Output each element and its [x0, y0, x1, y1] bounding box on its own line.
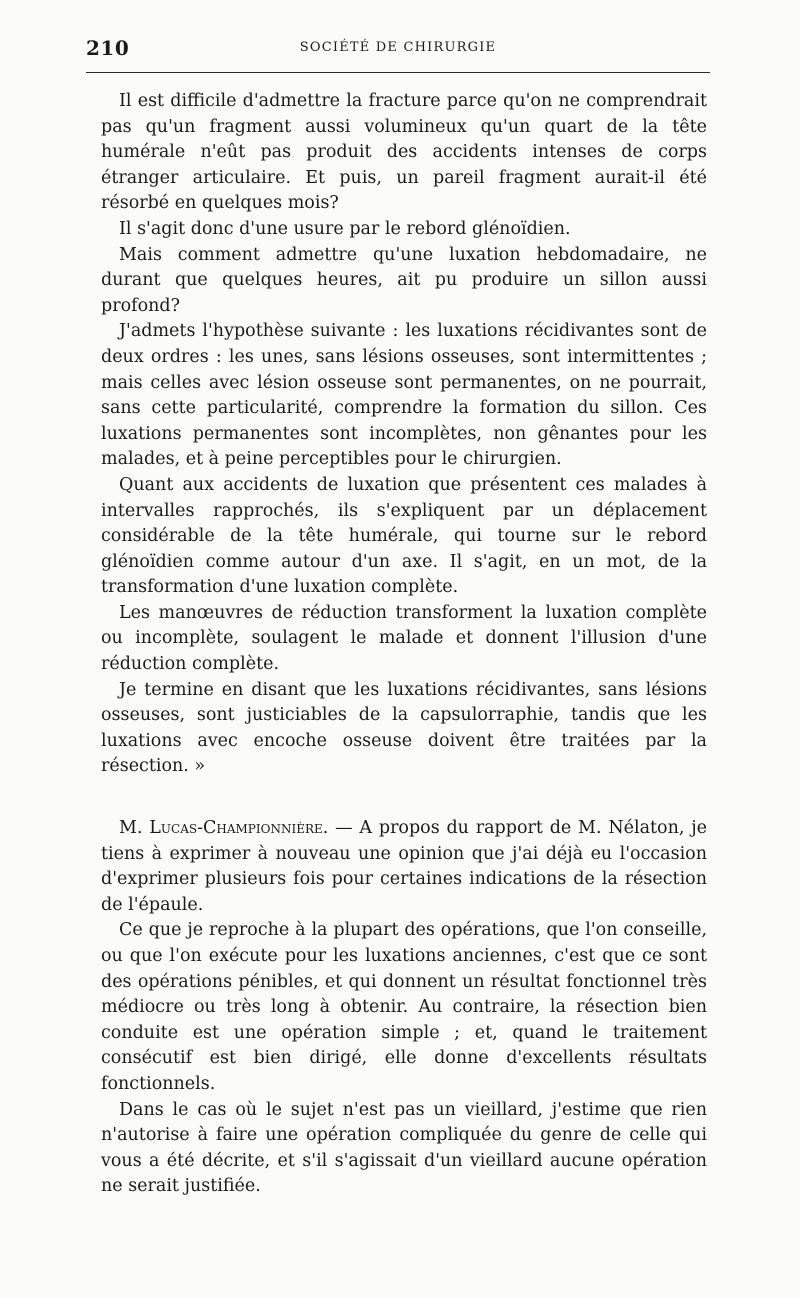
- speaker-remarks: — A propos du rapport de M. Nélaton, je tiens à exprimer à nouveau une opinion que j'ai déjà eu l'occasion d'exprimer plusieurs fois pour certaines indications de la résection de l'épaule.: [101, 818, 708, 915]
- paragraph: Quant aux accidents de luxation que présentent ces malades à intervalles rapprochés, ils s'expliquent par un déplacement considérable de la tête humérale, qui tourne sur le rebord glénoïdien comme autour d'un axe. Il s'agit, en un mot, de la transformation d'une luxation complète.: [101, 474, 707, 598]
- paragraph: Les manœuvres de réduction transforment la luxation complète ou incomplète, soulagent le malade et donnent l'illusion d'une réduction complète.: [101, 602, 707, 675]
- header-rule: [86, 72, 710, 73]
- paragraph: J'admets l'hypothèse suivante : les luxations récidivantes sont de deux ordres : les unes, sans lésions osseuses, sont intermittentes ; mais celles avec lésion osseuse sont permanentes, on ne pourrait, sans cette particularité, comprendre la formation du sillon. Ces luxations permanentes sont incomplètes, non gênantes pour les malades, et à peine perceptibles pour le chirurgien.: [101, 321, 707, 470]
- paragraph: Mais comment admettre qu'une luxation hebdomadaire, ne durant que quelques heures, ait pu produire un sillon aussi profond?: [101, 244, 707, 316]
- speaker-paragraph: [101, 816, 707, 918]
- body-text: [101, 89, 707, 1200]
- page-number: 210: [86, 36, 130, 60]
- paragraph: Je termine en disant que les luxations récidivantes, sans lésions osseuses, sont justiciables de la capsulorraphie, tandis que les luxations avec encoche osseuse doivent être traitées par la résection. »: [101, 679, 707, 777]
- paragraph: Dans le cas où le sujet n'est pas un vieillard, j'estime que rien n'autorise à faire une opération compliquée du genre de celle qui vous a été décrite, et s'il s'agissait d'un vieillard aucune opération ne serait justifiée.: [101, 1099, 707, 1197]
- running-head: SOCIÉTÉ DE CHIRURGIE: [299, 40, 497, 55]
- paragraph: Il est difficile d'admettre la fracture parce qu'on ne comprendrait pas qu'un fragment aussi volumineux qu'un quart de la tête humérale n'eût pas produit des accidents intenses de corps étranger articulaire. Et puis, un pareil fragment aurait-il été résorbé en quelques mois?: [101, 91, 707, 214]
- paragraph: Ce que je reproche à la plupart des opérations, que l'on conseille, ou que l'on exécute pour les luxations anciennes, c'est que ce sont des opérations pénibles, et qui donnent un résultat fonctionnel très médiocre ou très long à obtenir. Au contraire, la résection bien conduite est une opération simple ; et, quand le traitement consécutif est bien dirigé, elle donne d'excellents résultats fonctionnels.: [101, 920, 707, 1094]
- paragraph: Il s'agit donc d'une usure par le rebord glénoïdien.: [119, 218, 571, 239]
- page-header: [86, 34, 710, 74]
- speaker-name: M. Lucas-Championnière.: [119, 818, 329, 839]
